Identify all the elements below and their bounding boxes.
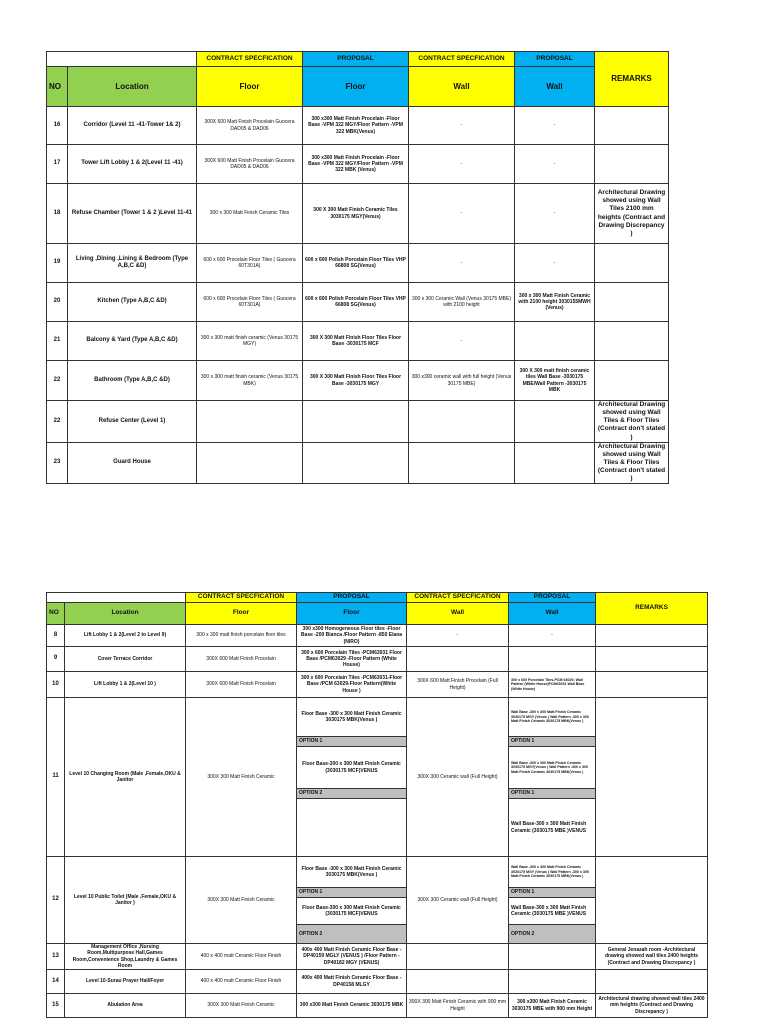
contract-spec-floor-header: CONTRACT SPECFICATION bbox=[197, 52, 303, 67]
finishes-table-1 bbox=[46, 51, 669, 484]
contract-spec-wall-header: CONTRACT SPECFICATION bbox=[409, 52, 515, 67]
contract-wall-cell: 300X 300 Matt Finish Ceramic with 900 mm Height bbox=[407, 994, 509, 1018]
proposal-wall-cell: - bbox=[515, 244, 595, 283]
proposal-wall-cell bbox=[509, 944, 596, 970]
contract-floor-cell: 400 x 400 matt Ceramic Floor Finish bbox=[186, 944, 297, 970]
proposal-floor-option-b: Floor Base-300 x 300 Matt Finish Ceramic (3030175 MCF)VENUS bbox=[297, 747, 406, 789]
proposal-wall-cell bbox=[509, 647, 596, 672]
proposal-wall-option-c: Wall Base-300 x 300 Matt Finish Ceramic (3030175 MBE )VENUS bbox=[511, 821, 587, 834]
table-row bbox=[47, 970, 708, 994]
contract-wall-cell: 300 x 300 Ceramic Wall (Venus 30175 MBE) with 2100 height bbox=[409, 283, 515, 322]
contract-wall-cell: 300X 300 Ceramic wall (Full Height) bbox=[407, 857, 509, 944]
row-no: 22 bbox=[47, 361, 68, 401]
proposal-floor-cell: 600 x 600 Polish Porcelain Floor Tiles VHP 66808 SG(Venus) bbox=[303, 283, 409, 322]
table-row bbox=[47, 184, 669, 244]
contract-wall-cell: - bbox=[409, 322, 515, 361]
contract-wall-cell: 300 x300 ceramic wall with full height (Venus 30175 MBE) bbox=[409, 361, 515, 401]
proposal-wall-header: PROPOSAL bbox=[515, 52, 595, 67]
option-1-label: OPTION 1 bbox=[509, 789, 595, 799]
proposal-floor-empty bbox=[297, 799, 406, 856]
contract-floor-cell: 300X 600 Matt Finish Procelain Guocera DAD05 & DAD06 bbox=[197, 107, 303, 145]
proposal-floor-cell bbox=[297, 857, 407, 944]
row-location: Level 10 Public Toilet (Male ,Female,OKU & Janitor ) bbox=[65, 857, 186, 944]
table-row bbox=[47, 322, 669, 361]
floor-header: Floor bbox=[186, 603, 297, 625]
option-2-label: OPTION 2 bbox=[297, 789, 406, 799]
option-2-label: OPTION 2 bbox=[509, 925, 595, 943]
proposal-floor-header: PROPOSAL bbox=[297, 593, 407, 603]
floor-header: Floor bbox=[297, 603, 407, 625]
row-location: Level 10 Changing Room (Male ,Female,OKU & Janitor bbox=[65, 698, 186, 857]
contract-floor-cell: 300X 600 Matt Finish Procelain bbox=[186, 672, 297, 698]
proposal-floor-cell: 300 x300 Matt Finish Procelain -Floor Base -VPM 322 MGY/Floor Pattern -VPM 322 MBK(Venus) bbox=[303, 107, 409, 145]
row-no: 14 bbox=[47, 970, 65, 994]
proposal-wall-cell: 300 x 300 Matt Finish Ceramic with 2100 height 3030155MWH (Venus) bbox=[515, 283, 595, 322]
table-row bbox=[47, 625, 708, 647]
remarks-cell bbox=[596, 857, 708, 944]
contract-wall-cell: 300X 300 Ceramic wall (Full Height) bbox=[407, 698, 509, 857]
row-location: Balcony & Yard (Type A,B,C &D) bbox=[68, 322, 197, 361]
row-no: 9 bbox=[47, 647, 65, 672]
table-row bbox=[47, 107, 669, 145]
proposal-floor-cell: 400x 400 Matt Finish Ceramic Floor Base -DP40158 MLGY bbox=[297, 970, 407, 994]
contract-floor-cell: 600 x 600 Procelain Floor Tiles ( Guocera 60T301A) bbox=[197, 244, 303, 283]
table-row bbox=[47, 401, 669, 443]
table-row bbox=[47, 944, 708, 970]
proposal-floor-header: PROPOSAL bbox=[303, 52, 409, 67]
remarks-cell: Architectural Drawing showed using Wall Tiles & Floor Tiles (Contract don't stated ) bbox=[595, 442, 669, 484]
remarks-cell bbox=[595, 107, 669, 145]
row-no: 22 bbox=[47, 401, 68, 443]
no-header: NO bbox=[47, 603, 65, 625]
proposal-floor-cell bbox=[297, 698, 407, 857]
contract-floor-cell: 300 x 300 matt finish porcelain floor tiles bbox=[186, 625, 297, 647]
table-row bbox=[47, 361, 669, 401]
contract-wall-cell: - bbox=[407, 625, 509, 647]
contract-floor-cell: 300 x 300 Matt Finish Ceramic Tiles bbox=[197, 184, 303, 244]
contract-wall-cell bbox=[409, 401, 515, 443]
proposal-wall-cell: 300 X 300 matt finish ceramic tiles Wall Base -3030175 MBE/Wall Pattern -3030175 MBK bbox=[515, 361, 595, 401]
option-2-label: OPTION 2 bbox=[297, 925, 406, 943]
proposal-wall-option-a: Wall Base -300 x 300 Matt Finish Ceramic 3030175 MGY (Venus ) Wall Pattern -300 x 300 Matt Finish Ceramic 3030175 MBK(Venus ) bbox=[509, 857, 595, 888]
row-location: Management Office ,Nursing Room,Multipurpose Hall,Games Room,Convenience Shop,Laundry & Games Room bbox=[65, 944, 186, 970]
row-location: Lift Lobby 1 & 2(Level 2 to Level 9) bbox=[65, 625, 186, 647]
proposal-floor-option-b: Floor Base-300 x 300 Matt Finish Ceramic (3030175 MCF)VENUS bbox=[297, 898, 406, 925]
wall-header: Wall bbox=[409, 67, 515, 107]
wall-header: Wall bbox=[515, 67, 595, 107]
proposal-floor-cell: 300 x 600 Porcelain Tiles -PCM63031-Floor Base /PCM 63029-Floor Pattern(White House ) bbox=[297, 672, 407, 698]
table-row bbox=[47, 698, 708, 857]
contract-floor-cell: 300X 600 Matt Finish Procelain bbox=[186, 647, 297, 672]
table-row bbox=[47, 442, 669, 484]
remarks-cell bbox=[595, 283, 669, 322]
option-1-label: OPTION 1 bbox=[509, 888, 595, 898]
remarks-cell: Architectural Drawing showed using Wall Tiles & Floor Tiles (Contract don't stated ) bbox=[595, 401, 669, 443]
row-location: Corridor (Level 11 -41-Tower 1& 2) bbox=[68, 107, 197, 145]
remarks-cell bbox=[595, 361, 669, 401]
contract-floor-cell bbox=[197, 442, 303, 484]
row-location: Refuse Center (Level 1) bbox=[68, 401, 197, 443]
proposal-wall-option-b: Wall Base-300 x 300 Matt Finish Ceramic (3030175 MBE )VENUS bbox=[509, 898, 595, 925]
table-row bbox=[47, 647, 708, 672]
contract-wall-cell: - bbox=[409, 184, 515, 244]
row-no: 18 bbox=[47, 184, 68, 244]
proposal-wall-header: PROPOSAL bbox=[509, 593, 596, 603]
row-location: Cover Terrace Corridor bbox=[65, 647, 186, 672]
option-1-label: OPTION 1 bbox=[509, 737, 595, 747]
floor-header: Floor bbox=[197, 67, 303, 107]
proposal-wall-cell: 300 x 600 Porcelain Tiles-PCM 63029- Wall Pattern (White House)PCM63031 Wall Base (White House) bbox=[509, 672, 596, 698]
row-location: Living ,Dining ,Lining & Bedroom (Type A,B,C &D) bbox=[68, 244, 197, 283]
row-location: Lift Lobby 1 & 2(Level 10 ) bbox=[65, 672, 186, 698]
blank-header bbox=[47, 593, 186, 603]
row-no: 21 bbox=[47, 322, 68, 361]
proposal-wall-option-a: Wall Base -300 x 300 Matt Finish Ceramic 3030175 MGY (Venus ) Wall Pattern -300 x 300 Matt Finish Ceramic 3030175 MBK(Venus ) bbox=[509, 698, 595, 737]
proposal-wall-cell bbox=[515, 401, 595, 443]
remarks-cell bbox=[596, 672, 708, 698]
row-location: Abulation Area bbox=[65, 994, 186, 1018]
proposal-floor-cell: 300 x300 Matt Finish Ceramic 3030175 MBK bbox=[297, 994, 407, 1018]
contract-floor-cell: 300 x 300 matt finish ceramic (Venus 30175 MGY) bbox=[197, 322, 303, 361]
proposal-floor-cell: 400x 400 Matt Finish Ceramic Floor Base -DP40159 MGLY (VENUS ) /Floor Pattern -DP40182 MGY (VENUS) bbox=[297, 944, 407, 970]
floor-header: Floor bbox=[303, 67, 409, 107]
table-row bbox=[47, 672, 708, 698]
row-location: Bathroom (Type A,B,C &D) bbox=[68, 361, 197, 401]
remarks-header: REMARKS bbox=[595, 52, 669, 107]
wall-header: Wall bbox=[407, 603, 509, 625]
contract-wall-cell: - bbox=[409, 244, 515, 283]
proposal-floor-cell: 300 x300 Matt Finish Procelain -Floor Base -VPM 322 MGY/Floor Pattern -VPM 322 MBK (Venus) bbox=[303, 145, 409, 184]
remarks-cell bbox=[595, 145, 669, 184]
proposal-wall-cell: - bbox=[515, 107, 595, 145]
row-no: 10 bbox=[47, 672, 65, 698]
contract-wall-cell bbox=[407, 970, 509, 994]
table-row bbox=[47, 145, 669, 184]
table-row bbox=[47, 283, 669, 322]
contract-wall-cell bbox=[407, 944, 509, 970]
row-no: 19 bbox=[47, 244, 68, 283]
table-row bbox=[47, 994, 708, 1018]
row-location: Tower Lift Lobby 1 & 2(Level 11 -41) bbox=[68, 145, 197, 184]
proposal-wall-cell: 300 x300 Matt Finish Ceramic 3030175 MBE with 900 mm Height bbox=[509, 994, 596, 1018]
contract-spec-floor-header: CONTRACT SPECFICATION bbox=[186, 593, 297, 603]
proposal-floor-cell: 300 X 300 Matt Finish Ceramic Tiles 3030175 MGY(Venus) bbox=[303, 184, 409, 244]
remarks-cell bbox=[596, 647, 708, 672]
proposal-wall-cell bbox=[509, 698, 596, 857]
contract-floor-cell: 300 x 300 matt finish ceramic (Venus 30175 MBK) bbox=[197, 361, 303, 401]
proposal-wall-cell bbox=[509, 857, 596, 944]
contract-floor-cell: 300X 600 Matt Finish Procelain Guocera DAD05 & DAD06 bbox=[197, 145, 303, 184]
proposal-wall-cell: - bbox=[515, 184, 595, 244]
row-no: 11 bbox=[47, 698, 65, 857]
row-no: 12 bbox=[47, 857, 65, 944]
row-no: 15 bbox=[47, 994, 65, 1018]
proposal-floor-cell: 300 x300 Homogeneous Floor tiles -Floor Base -200 Bianca /Floor Pattern -850 Elana (NIRO) bbox=[297, 625, 407, 647]
row-location: Guard House bbox=[68, 442, 197, 484]
option-1-label: OPTION 1 bbox=[297, 888, 406, 898]
row-no: 13 bbox=[47, 944, 65, 970]
row-location: Level 10-Surau Prayer Hall/Foyer bbox=[65, 970, 186, 994]
row-location: Refuse Chamber (Tower 1 & 2 )Level 11-41 bbox=[68, 184, 197, 244]
contract-floor-cell: 400 x 400 matt Ceramic Floor Finish bbox=[186, 970, 297, 994]
remarks-cell: General Jenazah room -Architectural drawing showed wall tiles 2400 heights (Contract and Drawing Discrepancy ) bbox=[596, 944, 708, 970]
row-no: 20 bbox=[47, 283, 68, 322]
proposal-wall-cell bbox=[515, 322, 595, 361]
contract-floor-cell: 600 x 600 Procelain Floor Tiles ( Guocera 60T301A) bbox=[197, 283, 303, 322]
contract-wall-cell bbox=[409, 442, 515, 484]
contract-wall-cell bbox=[407, 647, 509, 672]
option-1-label: OPTION 1 bbox=[297, 737, 406, 747]
table-row bbox=[47, 244, 669, 283]
remarks-cell bbox=[596, 970, 708, 994]
proposal-floor-option-a: Floor Base -300 x 300 Matt Finish Ceramic 3030175 MBK(Venus ) bbox=[297, 698, 406, 737]
proposal-floor-cell: 300 x 600 Porcelain Tiles -PCM63031 Floor Base /PCM63029 -Floor Pattern (White House) bbox=[297, 647, 407, 672]
proposal-floor-cell bbox=[303, 401, 409, 443]
row-no: 23 bbox=[47, 442, 68, 484]
no-header: NO bbox=[47, 67, 68, 107]
contract-floor-cell: 300X 300 Matt Finish Ceramic bbox=[186, 698, 297, 857]
contract-wall-cell: 300X 600 Matt Finish Procelain (Full Height) bbox=[407, 672, 509, 698]
contract-floor-cell: 300X 300 Matt Finish Ceramic bbox=[186, 857, 297, 944]
proposal-floor-cell: 300 X 300 Matt Finish Floor Tiles Floor Base -3030175 MCF bbox=[303, 322, 409, 361]
contract-spec-wall-header: CONTRACT SPECFICATION bbox=[407, 593, 509, 603]
remarks-cell: Architectural Drawing showed using Wall Tiles 2100 mm heights (Contract and Drawing Discrepancy ) bbox=[595, 184, 669, 244]
table-row bbox=[47, 857, 708, 944]
contract-wall-cell: - bbox=[409, 145, 515, 184]
contract-wall-cell: - bbox=[409, 107, 515, 145]
proposal-floor-cell bbox=[303, 442, 409, 484]
contract-floor-cell: 300X 300 Matt Finish Ceramic bbox=[186, 994, 297, 1018]
row-no: 8 bbox=[47, 625, 65, 647]
proposal-wall-cell bbox=[509, 970, 596, 994]
proposal-wall-cell: - bbox=[509, 625, 596, 647]
proposal-floor-cell: 300 X 300 Matt Finish Floor Tiles Floor Base -3030175 MGY bbox=[303, 361, 409, 401]
location-header: Location bbox=[65, 603, 186, 625]
wall-header: Wall bbox=[509, 603, 596, 625]
remarks-cell bbox=[595, 244, 669, 283]
finishes-table-2 bbox=[46, 592, 708, 1018]
blank-header bbox=[47, 52, 197, 67]
location-header: Location bbox=[68, 67, 197, 107]
row-location: Kitchen (Type A,B,C &D) bbox=[68, 283, 197, 322]
contract-floor-cell bbox=[197, 401, 303, 443]
remarks-cell bbox=[596, 625, 708, 647]
remarks-cell: Architectural drawing showed wall tiles 2400 mm heights (Contract and Drawing Discrepancy ) bbox=[596, 994, 708, 1018]
remarks-cell bbox=[595, 322, 669, 361]
proposal-wall-cell: - bbox=[515, 145, 595, 184]
proposal-floor-option-a: Floor Base -300 x 300 Matt Finish Ceramic 3030175 MBK(Venus ) bbox=[297, 857, 406, 888]
proposal-wall-cell bbox=[515, 442, 595, 484]
proposal-floor-cell: 600 x 600 Polish Porcelain Floor Tiles VHP 66808 SG(Venus) bbox=[303, 244, 409, 283]
remarks-header: REMARKS bbox=[596, 593, 708, 625]
proposal-wall-option-b: Wall Base -300 x 300 Matt Finish Ceramic 3030175 MGY(Venus ) Wall Pattern -300 x 300 Matt Finish Ceramic 3030175 MBK(Venus ) bbox=[509, 747, 595, 789]
row-no: 17 bbox=[47, 145, 68, 184]
row-no: 16 bbox=[47, 107, 68, 145]
remarks-cell bbox=[596, 698, 708, 857]
